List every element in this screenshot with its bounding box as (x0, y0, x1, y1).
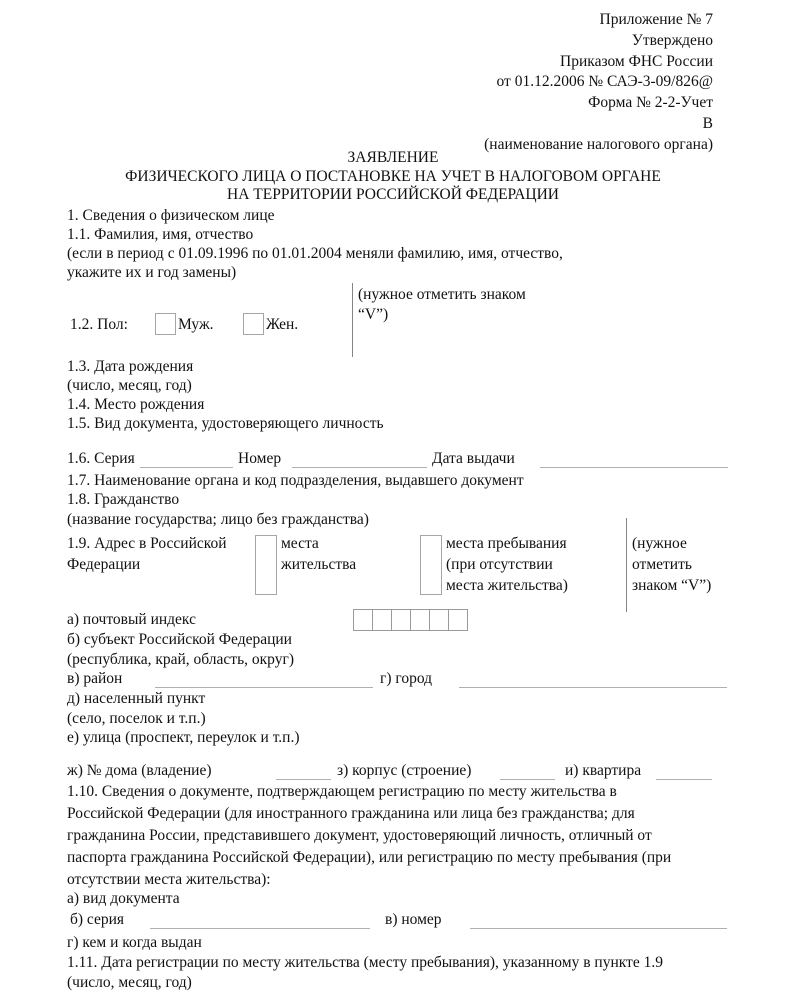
postal-index-cell[interactable] (449, 609, 468, 631)
item-1-10-line-3: гражданина России, представившего документ, удостоверяющий личность, отличный от (67, 827, 652, 844)
postal-index-cell[interactable] (353, 609, 373, 631)
male-checkbox-label: Муж. (178, 316, 214, 333)
number-field-line[interactable] (292, 450, 427, 468)
mark-note-1-9-line-2: отметить (632, 556, 692, 573)
female-checkbox-label: Жен. (266, 316, 299, 333)
registration-doc-type-label: а) вид документа (67, 890, 180, 907)
item-1-9-label-line-1: 1.9. Адрес в Российской (67, 535, 227, 552)
registration-doc-series-row (0, 911, 786, 935)
item-1-6-number-label: Номер (238, 450, 282, 467)
form-title (0, 149, 786, 205)
mark-note-1-2-line-1: (нужное отметить знаком (358, 286, 526, 303)
item-1-10-line-1: 1.10. Сведения о документе, подтверждающем регистрацию по месту жительства в (67, 783, 617, 800)
item-1-8-note: (название государства; лицо без гражданства) (67, 511, 369, 528)
issue-date-field-line[interactable] (540, 450, 728, 468)
item-1-2-label: 1.2. Пол: (70, 316, 128, 333)
mark-note-1-2-line-2: “V”) (358, 306, 389, 323)
building-field-line[interactable] (500, 762, 555, 780)
gender-row (0, 313, 786, 339)
settlement-label: д) населенный пункт (67, 690, 206, 707)
stay-label-line-1: места пребывания (446, 535, 567, 552)
item-1-7-label: 1.7. Наименование органа и код подразделения, выдавшего документ (67, 472, 524, 489)
mark-note-1-9-line-1: (нужное (632, 535, 687, 552)
registration-doc-series-label: б) серия (70, 911, 125, 928)
address-mark-note-divider-line (626, 518, 627, 612)
series-field-line[interactable] (140, 450, 233, 468)
city-field-line[interactable] (459, 670, 727, 688)
item-1-5-label: 1.5. Вид документа, удостоверяющего личность (67, 415, 384, 432)
settlement-note: (село, поселок и т.п.) (67, 710, 206, 727)
item-1-11-note: (число, месяц, год) (67, 974, 192, 991)
stay-address-label (446, 533, 616, 596)
document-series-row (0, 450, 786, 474)
residence-address-label (281, 533, 411, 575)
section-1-heading: 1. Сведения о физическом лице (67, 207, 275, 224)
item-1-1-note-line-1: (если в период с 01.09.1996 по 01.01.2004 меняли фамилию, имя, отчество, (67, 245, 563, 262)
apartment-field-line[interactable] (656, 762, 712, 780)
male-checkbox[interactable] (155, 313, 176, 335)
header-line-order: Приказом ФНС России (560, 52, 713, 70)
item-1-10-line-2: Российской Федерации (для иностранного гражданина или лица без гражданства; для (67, 805, 635, 822)
registration-doc-number-label: в) номер (385, 911, 442, 928)
title-line-1: ЗАЯВЛЕНИЕ (347, 149, 439, 166)
header-line-approved: Утверждено (631, 31, 713, 49)
item-1-1-note-line-2: укажите их и год замены) (67, 264, 237, 281)
header-line-order-number: от 01.12.2006 № САЭ-3-09/826@ (496, 73, 713, 91)
stay-address-checkbox[interactable] (420, 535, 442, 595)
district-field-line[interactable] (155, 670, 373, 688)
header-line-form-number: Форма № 2-2-Учет (588, 94, 713, 112)
item-1-4-label: 1.4. Место рождения (67, 396, 205, 413)
header-line-appendix: Приложение № 7 (599, 11, 713, 28)
item-1-3-note: (число, месяц, год) (67, 377, 192, 394)
header-line-authority-caption: (наименование налогового органа) (484, 135, 713, 153)
street-label: е) улица (проспект, переулок и т.п.) (67, 729, 300, 746)
building-label: з) корпус (строение) (337, 762, 472, 779)
item-1-6-series-label: 1.6. Серия (67, 450, 135, 467)
title-line-3: НА ТЕРРИТОРИИ РОССИЙСКОЙ ФЕДЕРАЦИИ (227, 186, 559, 204)
item-1-6-issue-date-label: Дата выдачи (432, 450, 515, 467)
registration-doc-series-field-line[interactable] (150, 911, 370, 929)
house-number-label: ж) № дома (владение) (67, 762, 212, 779)
item-1-9-label (67, 533, 247, 575)
mark-note-1-9-line-3: знаком “V”) (632, 577, 712, 594)
stay-label-line-3: места жительства) (446, 577, 568, 594)
stay-label-line-2: (при отсутствии (446, 556, 553, 573)
subject-note: (республика, край, область, округ) (67, 651, 294, 668)
apartment-label: и) квартира (565, 762, 642, 779)
title-line-2: ФИЗИЧЕСКОГО ЛИЦА О ПОСТАНОВКЕ НА УЧЕТ В НАЛОГОВОМ ОРГАНЕ (125, 167, 661, 185)
header-line-authority-value: В (702, 114, 713, 132)
item-1-11-label: 1.11. Дата регистрации по месту жительства (месту пребывания), указанному в пункте 1.9 (67, 954, 663, 971)
item-1-10-line-5: отсутствии места жительства): (67, 871, 271, 888)
postal-index-cell[interactable] (430, 609, 449, 631)
female-checkbox[interactable] (243, 313, 264, 335)
residence-address-checkbox[interactable] (255, 535, 277, 595)
registration-doc-issuer-label: г) кем и когда выдан (67, 934, 202, 951)
approval-header (484, 10, 713, 156)
house-number-field-line[interactable] (276, 762, 331, 780)
item-1-10-line-4: паспорта гражданина Российской Федерации), или регистрацию по месту пребывания (при (67, 849, 672, 866)
district-label: в) район (67, 670, 123, 687)
postal-index-cell[interactable] (373, 609, 392, 631)
postal-index-cell[interactable] (392, 609, 411, 631)
postal-index-row (0, 608, 786, 632)
postal-index-label: а) почтовый индекс (67, 611, 196, 628)
item-1-1-label: 1.1. Фамилия, имя, отчество (67, 226, 254, 243)
residence-label-line-1: места (281, 535, 319, 552)
mark-note-1-9 (632, 533, 752, 596)
item-1-3-label: 1.3. Дата рождения (67, 358, 194, 375)
item-1-9-label-line-2: Федерации (67, 556, 141, 573)
city-label: г) город (380, 670, 433, 687)
registration-doc-number-field-line[interactable] (470, 911, 727, 929)
item-1-8-label: 1.8. Гражданство (67, 491, 180, 508)
residence-label-line-2: жительства (281, 556, 357, 573)
subject-label: б) субъект Российской Федерации (67, 631, 292, 648)
postal-index-cell[interactable] (411, 609, 430, 631)
postal-index-cells (353, 609, 468, 631)
